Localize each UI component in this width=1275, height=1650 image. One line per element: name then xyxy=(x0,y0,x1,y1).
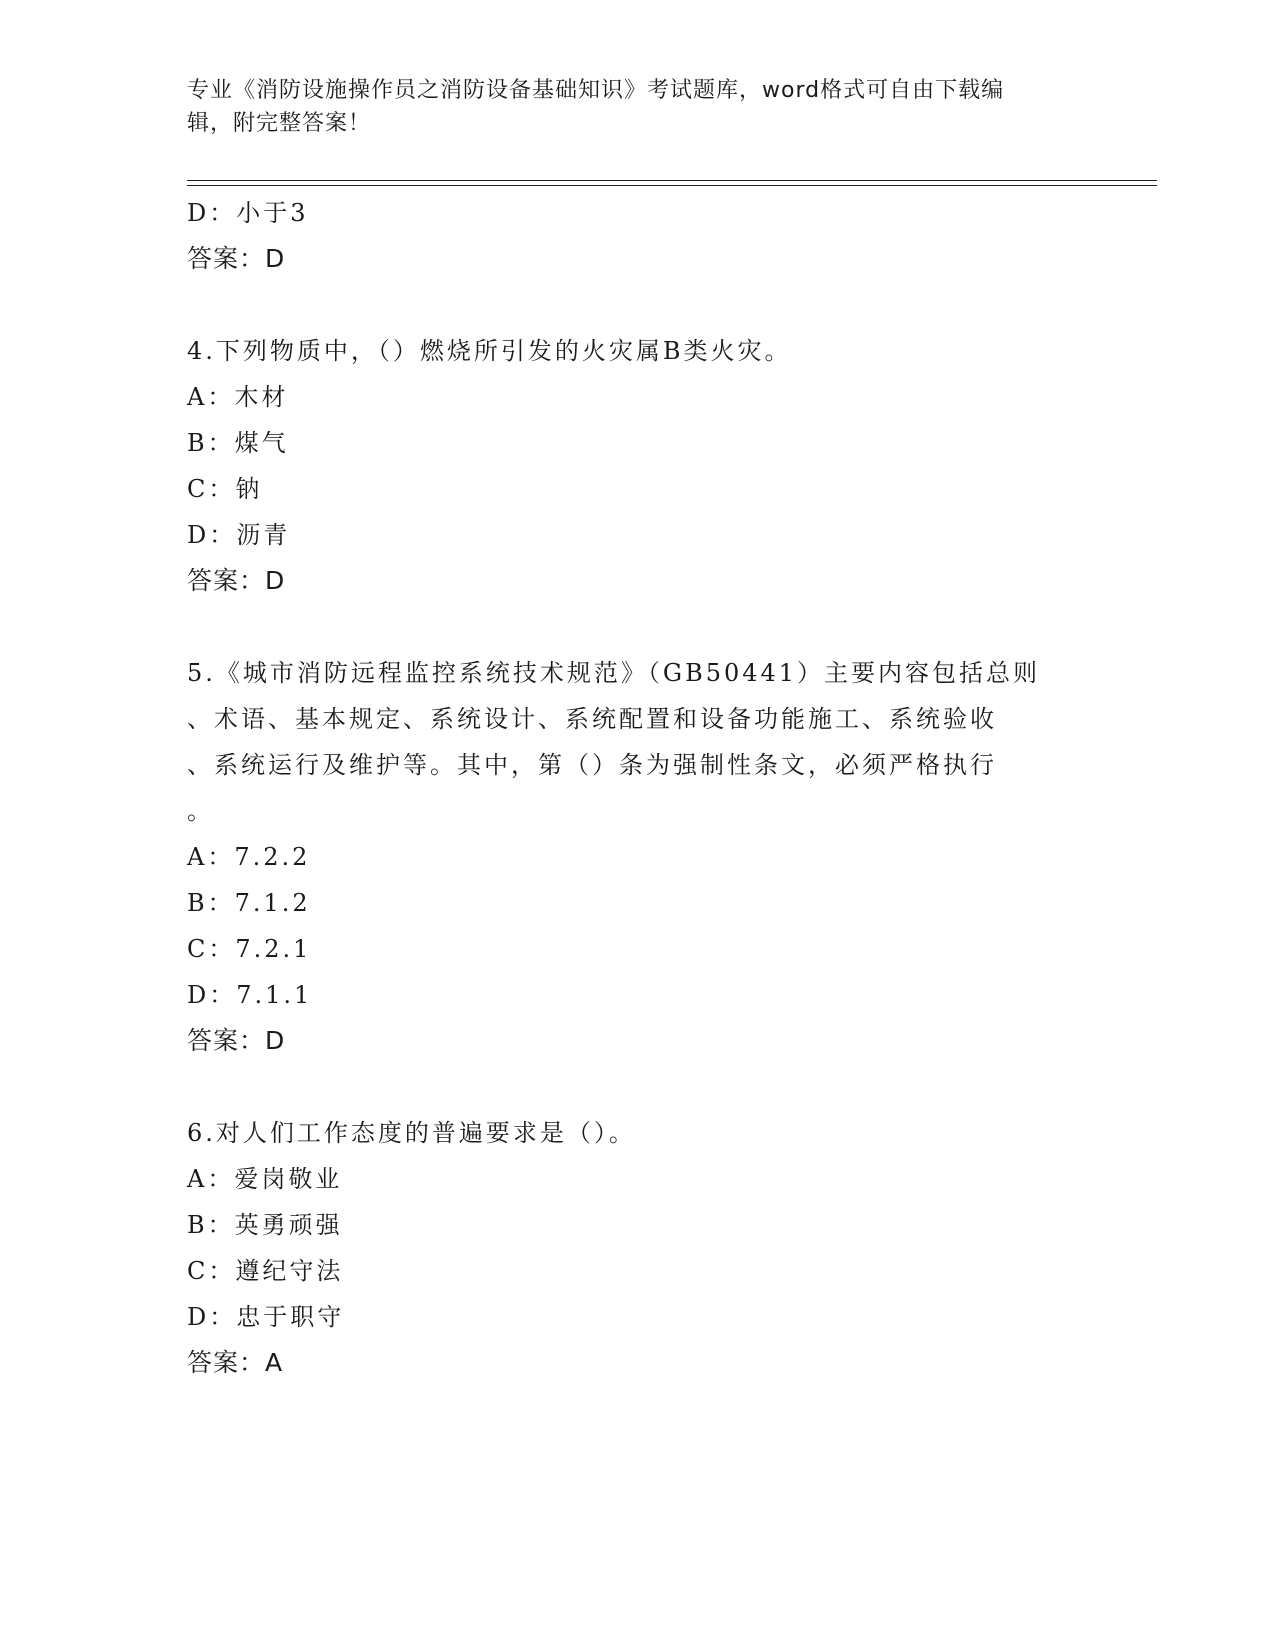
spacer xyxy=(187,282,1087,328)
question-4 xyxy=(187,328,1087,604)
spacer xyxy=(187,1064,1087,1110)
q6-option-d: D：忠于职守 xyxy=(187,1303,345,1331)
question-6 xyxy=(187,1110,1087,1386)
q5-option-c: C：7.2.1 xyxy=(187,935,312,963)
q6-option-b: B：英勇顽强 xyxy=(187,1211,343,1239)
header-line-1: 专业《消防设施操作员之消防设备基础知识》考试题库，word格式可自由下载编 xyxy=(187,78,1005,103)
q5-option-d: D：7.1.1 xyxy=(187,981,313,1009)
header-line-2: 辑，附完整答案！ xyxy=(187,111,372,136)
header-divider-top xyxy=(187,180,1157,181)
q4-answer: 答案：D xyxy=(187,566,286,595)
q5-stem-line-3: 、系统运行及维护等。其中，第（）条为强制性条文，必须严格执行 xyxy=(187,751,997,779)
q5-option-a: A：7.2.2 xyxy=(187,843,311,871)
spacer xyxy=(187,604,1087,650)
question-5 xyxy=(187,650,1087,1064)
question-list xyxy=(187,190,1087,1386)
q6-answer: 答案：A xyxy=(187,1348,284,1377)
q5-stem-line-2: 、术语、基本规定、系统设计、系统配置和设备功能施工、系统验收 xyxy=(187,705,997,733)
q3-option-d: D：小于3 xyxy=(187,199,309,227)
q5-option-b: B：7.1.2 xyxy=(187,889,311,917)
q4-stem: 4.下列物质中，（）燃烧所引发的火灾属B类火灾。 xyxy=(187,337,792,365)
q4-option-c: C：钠 xyxy=(187,475,263,503)
q5-stem-line-1: 5.《城市消防远程监控系统技术规范》（GB50441）主要内容包括总则 xyxy=(187,659,1041,687)
header-divider-bottom xyxy=(187,185,1157,186)
q4-option-b: B：煤气 xyxy=(187,429,289,457)
document-header xyxy=(187,74,1087,140)
q6-option-c: C：遵纪守法 xyxy=(187,1257,344,1285)
question-3-tail xyxy=(187,190,1087,282)
q6-stem: 6.对人们工作态度的普遍要求是（）。 xyxy=(187,1119,636,1147)
q4-option-a: A：木材 xyxy=(187,383,289,411)
q4-option-d: D：沥青 xyxy=(187,521,291,549)
q6-option-a: A：爱岗敬业 xyxy=(187,1165,343,1193)
q5-answer: 答案：D xyxy=(187,1026,286,1055)
q3-answer: 答案：D xyxy=(187,244,286,273)
q5-stem-line-4: 。 xyxy=(187,797,214,825)
